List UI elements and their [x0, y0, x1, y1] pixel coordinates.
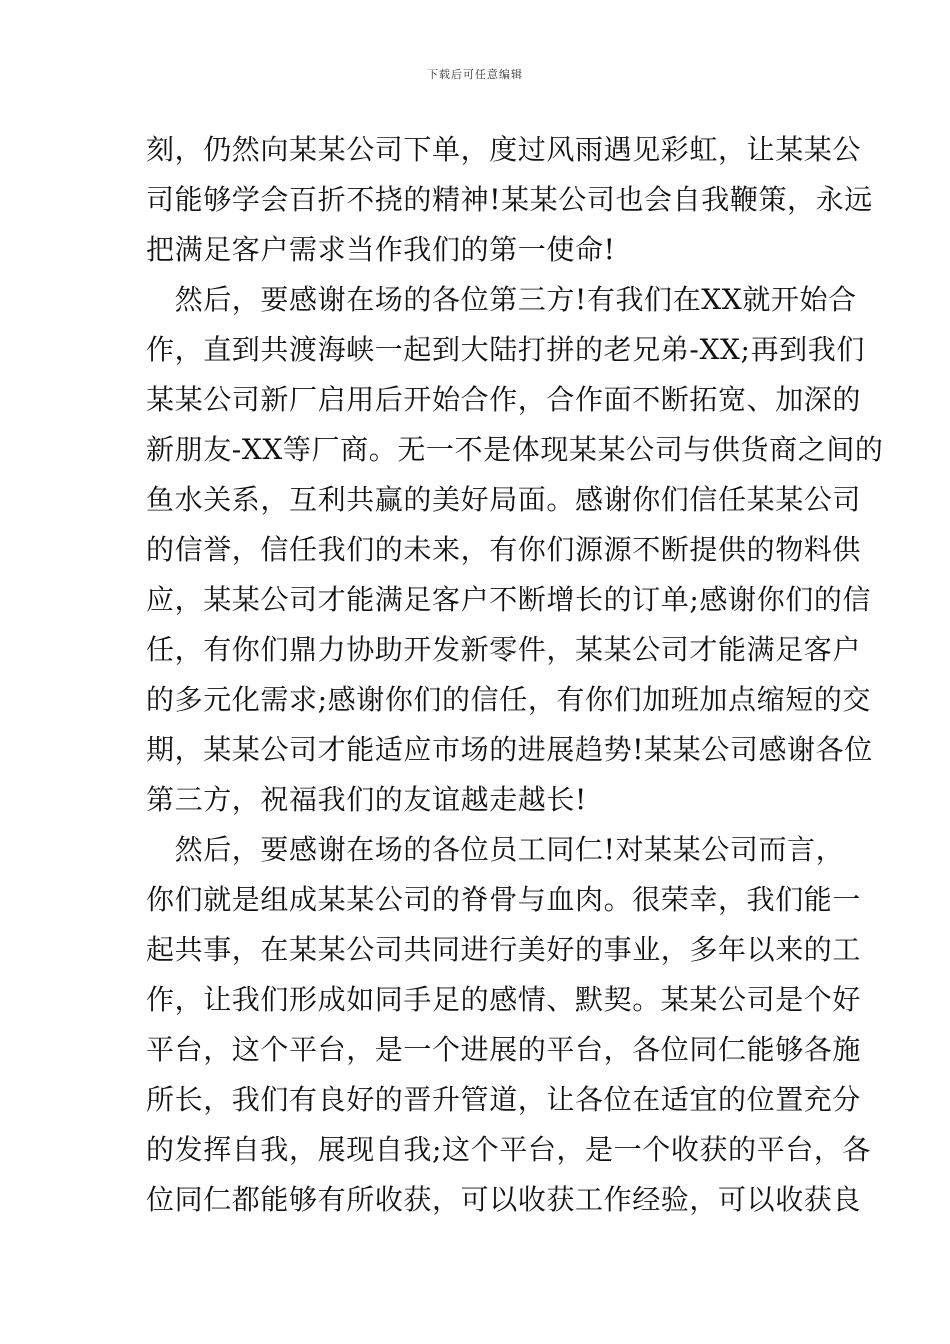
body-line-10: 应，某某公司才能满足客户不断增长的订单;感谢你们的信 — [146, 583, 872, 616]
body-line-13: 期，某某公司才能适应市场的进展趋势!某某公司感谢各位 — [146, 733, 873, 766]
body-line-15: 然后，要感谢在场的各位员工同仁!对某某公司而言， — [146, 833, 845, 866]
body-line-3: 把满足客户需求当作我们的第一使命! — [146, 233, 616, 266]
body-line-18: 作，让我们形成如同手足的感情、默契。某某公司是个好 — [146, 983, 862, 1016]
body-line-20: 所长，我们有良好的晋升管道，让各位在适宜的位置充分 — [146, 1083, 862, 1116]
body-line-17: 起共事，在某某公司共同进行美好的事业，多年以来的工 — [146, 933, 862, 966]
body-line-16: 你们就是组成某某公司的脊骨与血肉。很荣幸，我们能一 — [146, 883, 862, 916]
body-line-5: 作，直到共渡海峡一起到大陆打拼的老兄弟-XX;再到我们 — [146, 333, 865, 366]
body-line-2: 司能够学会百折不挠的精神!某某公司也会自我鞭策，永远 — [146, 183, 873, 216]
body-line-9: 的信誉，信任我们的未来，有你们源源不断提供的物料供 — [146, 533, 862, 566]
body-line-14: 第三方，祝福我们的友谊越走越长! — [146, 783, 587, 816]
body-line-6: 某某公司新厂启用后开始合作，合作面不断拓宽、加深的 — [146, 383, 862, 416]
body-line-19: 平台，这个平台，是一个进展的平台，各位同仁能够各施 — [146, 1033, 862, 1066]
body-line-11: 任，有你们鼎力协助开发新零件，某某公司才能满足客户 — [146, 633, 862, 666]
body-line-21: 的发挥自我，展现自我;这个平台，是一个收获的平台，各 — [146, 1133, 872, 1166]
body-line-22: 位同仁都能够有所收获，可以收获工作经验，可以收获良 — [146, 1183, 862, 1216]
body-line-8: 鱼水关系，互利共赢的美好局面。感谢你们信任某某公司 — [146, 483, 862, 516]
body-line-7: 新朋友-XX等厂商。无一不是体现某某公司与供货商之间的 — [146, 433, 884, 466]
body-line-1: 刻，仍然向某某公司下单，度过风雨遇见彩虹，让某某公 — [146, 133, 862, 166]
page-header: 下载后可任意编辑 — [427, 68, 523, 81]
body-line-4: 然后，要感谢在场的各位第三方!有我们在XX就开始合 — [146, 283, 857, 316]
body-line-12: 的多元化需求;感谢你们的信任，有你们加班加点缩短的交 — [146, 683, 872, 716]
